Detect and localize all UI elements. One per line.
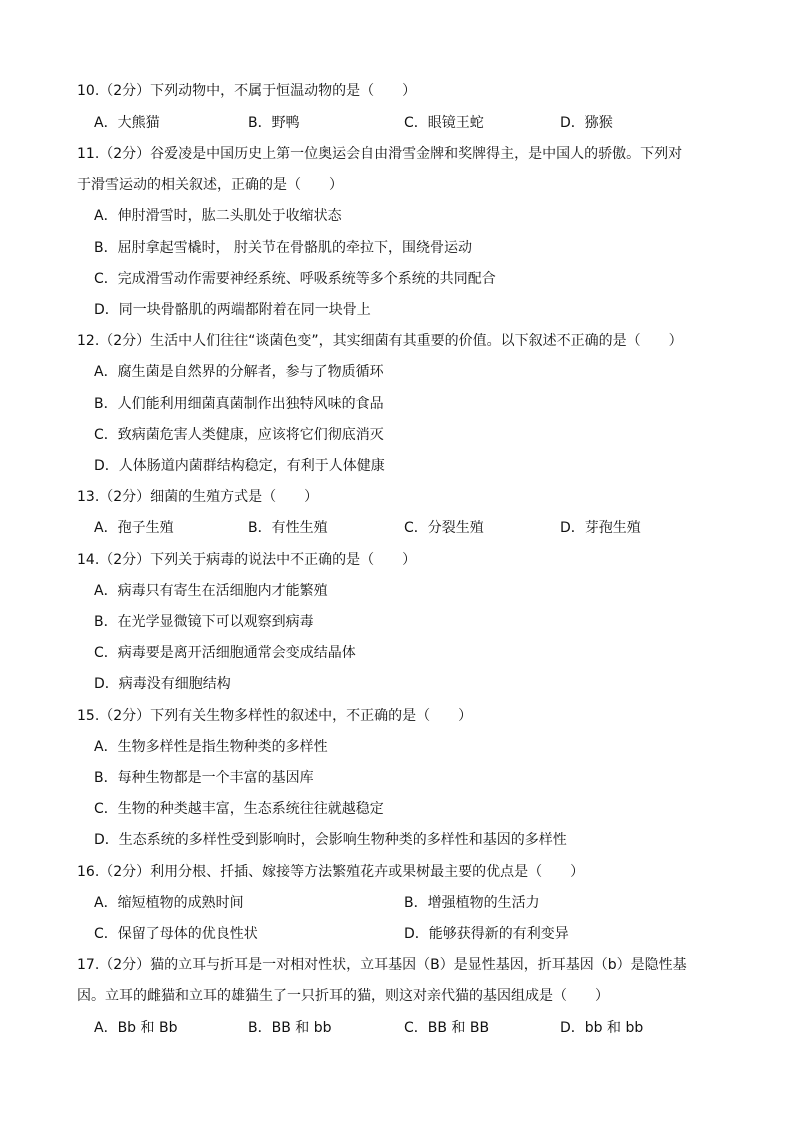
- question-10-option-b: B．野鸭: [248, 115, 300, 131]
- question-16-options-row-2: [94, 925, 734, 943]
- question-10-options: [94, 114, 734, 132]
- question-17-options: [94, 1019, 734, 1037]
- question-11-stem-line-2: 于滑雪运动的相关叙述，正确的是（ ）: [77, 177, 343, 193]
- question-13-stem: 13.（2分）细菌的生殖方式是（ ）: [77, 489, 319, 505]
- question-13-option-d: D．芽孢生殖: [560, 520, 641, 536]
- question-10-option-c: C．眼镜王蛇: [404, 115, 484, 131]
- question-15-option-b: B．每种生物都是一个丰富的基因库: [94, 770, 314, 786]
- question-14-option-c: C．病毒要是离开活细胞通常会变成结晶体: [94, 645, 356, 661]
- question-10-option-d: D．猕猴: [560, 115, 613, 131]
- question-14-option-d: D．病毒没有细胞结构: [94, 676, 231, 692]
- question-14-option-a: A．病毒只有寄生在活细胞内才能繁殖: [94, 583, 328, 599]
- question-13-options: [94, 519, 734, 537]
- question-15-stem: 15.（2分）下列有关生物多样性的叙述中，不正确的是（ ）: [77, 708, 473, 724]
- question-16-option-a: A．缩短植物的成熟时间: [94, 895, 244, 911]
- question-10-option-a: A．大熊猫: [94, 115, 160, 131]
- question-17-option-c: C．BB 和 BB: [404, 1020, 490, 1036]
- question-17-option-a: A．Bb 和 Bb: [94, 1020, 178, 1036]
- question-12-option-d: D．人体肠道内菌群结构稳定，有利于人体健康: [94, 458, 385, 474]
- question-16-option-c: C．保留了母体的优良性状: [94, 926, 258, 942]
- question-16-options-row-1: [94, 894, 734, 912]
- question-15-option-c: C．生物的种类越丰富，生态系统往往就越稳定: [94, 801, 384, 817]
- question-12-option-c: C．致病菌危害人类健康，应该将它们彻底消灭: [94, 427, 384, 443]
- question-16-stem: 16.（2分）利用分根、扦插、嫁接等方法繁殖花卉或果树最主要的优点是（ ）: [77, 864, 585, 880]
- question-11-option-b: B．屈肘拿起雪橇时， 肘关节在骨骼肌的牵拉下，围绕骨运动: [94, 240, 473, 256]
- question-12-stem: 12.（2分）生活中人们往往“谈菌色变”，其实细菌有其重要的价值。以下叙述不正确的是（ ）: [77, 333, 683, 349]
- question-12-option-a: A．腐生菌是自然界的分解者，参与了物质循环: [94, 364, 384, 380]
- question-14-stem: 14.（2分）下列关于病毒的说法中不正确的是（ ）: [77, 552, 417, 568]
- question-17-option-b: B．BB 和 bb: [248, 1020, 332, 1036]
- question-10-stem: 10.（2分）下列动物中，不属于恒温动物的是（ ）: [77, 83, 417, 99]
- question-15-option-d: D．生态系统的多样性受到影响时，会影响生物种类的多样性和基因的多样性: [94, 832, 567, 848]
- question-16-option-d: D．能够获得新的有利变异: [404, 926, 569, 942]
- question-11-stem-line-1: 11.（2分）谷爱凌是中国历史上第一位奥运会自由滑雪金牌和奖牌得主，是中国人的骄傲。下列对: [77, 146, 683, 162]
- question-11-option-a: A．伸肘滑雪时，肱二头肌处于收缩状态: [94, 208, 342, 224]
- question-11-option-c: C．完成滑雪动作需要神经系统、呼吸系统等多个系统的共同配合: [94, 271, 496, 287]
- question-11-option-d: D．同一块骨骼肌的两端都附着在同一块骨上: [94, 302, 371, 318]
- question-12-option-b: B．人们能利用细菌真菌制作出独特风味的食品: [94, 396, 384, 412]
- question-17-stem-line-2: 因。立耳的雌猫和立耳的雄猫生了一只折耳的猫，则这对亲代猫的基因组成是（ ）: [77, 988, 609, 1004]
- question-17-option-d: D．bb 和 bb: [560, 1020, 644, 1036]
- question-13-option-a: A．孢子生殖: [94, 520, 174, 536]
- question-13-option-c: C．分裂生殖: [404, 520, 484, 536]
- question-16-option-b: B．增强植物的生活力: [404, 895, 540, 911]
- question-14-option-b: B．在光学显微镜下可以观察到病毒: [94, 614, 314, 630]
- question-13-option-b: B．有性生殖: [248, 520, 328, 536]
- question-15-option-a: A．生物多样性是指生物种类的多样性: [94, 739, 328, 755]
- question-17-stem-line-1: 17.（2分）猫的立耳与折耳是一对相对性状，立耳基因（B）是显性基因，折耳基因（b）是隐性基: [77, 957, 687, 973]
